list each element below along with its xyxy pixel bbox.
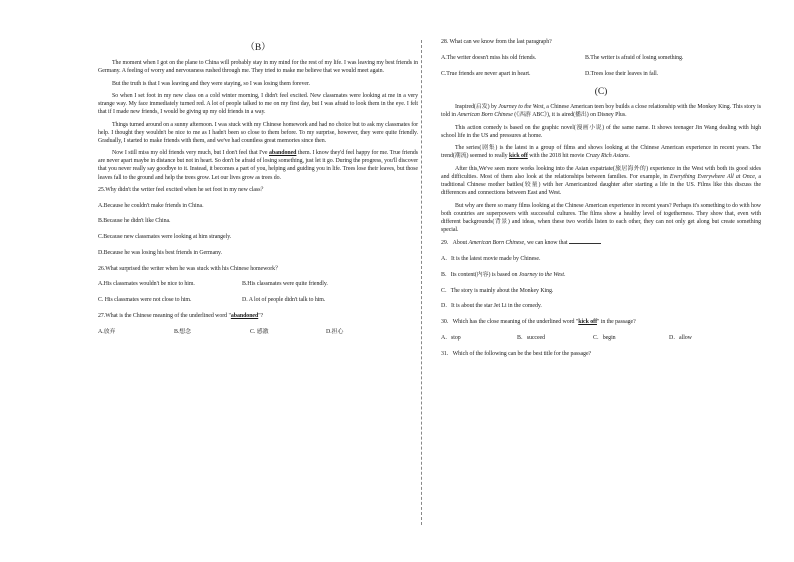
answer-blank (569, 238, 601, 244)
question-30-stem: 30．Which has the close meaning of the underlined word "kick off" in the passage? (441, 319, 636, 326)
question-25-option-b: B.Because he didn't like China. (98, 218, 171, 225)
question-30-option-c: C．begin (593, 334, 616, 341)
question-30-option-a: A．stop (441, 334, 461, 341)
question-29-option-c: C．The story is mainly about the Monkey King. (441, 287, 554, 294)
section-c-heading: (C) (594, 87, 608, 98)
passage-b-paragraph-4: Things turned around on a sunny afternoon. I was stuck with my Chinese homework and had no choice but to ask my classmates for help. I thought they wouldn't be nice to me as I hadn't been so close to them before. To my surprise, however, they were quite friendly. Gradually, I started to make friends with them, and we've had countless great memories since then. (98, 121, 418, 144)
passage-c-paragraph-4: After this,We've seen more works looking into the Asian expatriate(旅居海外的) experience in the West with both its good sides and difficulties. Most of them also look at the relationships between families. For example, in Everything Everywhere All at Once, a traditional Chinese mother battles(较量) with her Americanized daughter after starting a life in the US. Films like this discuss the differences and connections between East and West. (441, 165, 761, 197)
question-30-option-d: D．allow (669, 334, 692, 341)
question-28-option-a: A.The writer doesn't miss his old friends. (441, 54, 537, 61)
passage-c-paragraph-1: Inspired(启发) by Journey to the West, a Chinese American teen boy builds a close relationship with the Monkey King. This story is told in American Born Chinese (《西游 ABC》), it is aired(播出) on Disney Plus. (441, 104, 761, 119)
passage-c-paragraph-3: The series(剧集) is the latest in a group of films and shows looking at the Chinese American experience in recent years. The trend(潮流) seemed to really kick off with the 2018 hit movie Crazy Rich Asians. (441, 145, 761, 160)
underlined-abandoned: abandoned (269, 150, 297, 157)
question-28-options-row-1 (441, 54, 761, 62)
passage-b-paragraph-5: Now I still miss my old friends very much, but I don't feel that I've abandoned them. I know they'd feel happy for me. True friends are never apart maybe in distance but not in heart. So don't be afraid of losing something, just let it go. During the progress, you'll discover that you never really say goodbye to it. Instead, it becomes a part of you, helping and guiding you in life. Trees lose their leaves, but those leaves fall to the ground and help the trees grow. Let our lives grow as trees do. (98, 150, 418, 181)
section-b-heading: （B） (245, 43, 271, 53)
question-26-option-c: C. His classmates were not close to him. (98, 297, 192, 304)
underlined-kick-off-ref: kick off (578, 319, 597, 326)
right-column (441, 38, 761, 365)
question-26-stem: 26.What surprised the writer when he was stuck with his Chinese homework？ (98, 265, 281, 272)
question-27-stem: 27.What is the Chinese meaning of the underlined word "abandoned"? (98, 312, 264, 319)
question-30-options (441, 334, 761, 342)
passage-b-paragraph-3: So when I set foot in my new class on a cold winter morning, I didn't feel excited. New classmates were looking at me in a very strange way. My face immediately turned red. A lot of people talked to me on my first day, but I was afraid to look them in the eye. I felt that if I made new friends, I would be giving up my old friends in a way. (98, 92, 418, 116)
question-27-option-a: A.放弃 (98, 328, 116, 335)
question-25-option-d: D.Because he was losing his best friends in Germany. (98, 249, 222, 256)
question-29-option-b: B．Its content(内容) is based on Journey to the West. (441, 271, 566, 278)
question-25-option-c: C.Because new classmates were looking at him strangely. (98, 234, 232, 241)
question-27-option-b: B.想念 (174, 328, 191, 335)
question-27-option-c: C. 感激 (250, 328, 269, 335)
question-26-option-b: B.His classmates were quite friendly. (242, 281, 328, 288)
passage-c-paragraph-2: This action comedy is based on the graphic novel(漫画小说) of the same name. It shows teenager Jin Wang dealing with high school life in the US and pressures at home. (441, 124, 761, 139)
question-26-options-row-2 (98, 296, 418, 304)
question-26-option-d: D. A lot of people didn't talk to him. (242, 297, 326, 304)
question-26-option-a: A.His classmates wouldn't be nice to him. (98, 281, 195, 288)
question-28-option-d: D.Trees lose their leaves in fall. (585, 70, 659, 77)
question-27-option-d: D.担心 (326, 328, 344, 335)
passage-c-paragraph-5: But why are there so many films looking at the Chinese American experience in recent years? Perhaps it's something to do with how both countries are superpowers with successful cultures. The films show a healthy level of togetherness. They show that, even with different backgrounds(背景) and ideas, when these two worlds listen to each other, they can not only get along but create something special. (441, 202, 761, 234)
question-27-options (98, 328, 418, 336)
column-divider (421, 40, 422, 525)
question-31-stem: 31．Which of the following can be the best title for the passage? (441, 350, 592, 357)
question-28-option-c: C.True friends are never apart in heart. (441, 70, 531, 77)
passage-b-paragraph-1: The moment when I got on the plane to China will probably stay in my mind for the rest of my life. I was leaving my best friends in Germany. A feeling of worry and nervousness rushed through me. They tried to make me believe that we would meet again. (98, 60, 418, 75)
question-30-option-b: B．succeed (517, 334, 546, 341)
question-28-option-b: B.The writer is afraid of losing something. (585, 54, 684, 61)
question-25-stem: 25.Why didn't the writer feel excited when he set foot in my new class？ (98, 186, 267, 193)
question-29-stem: 29．About American Born Chinese, we can know that (441, 238, 761, 247)
question-29-option-a: A．It is the latest movie made by Chinese. (441, 256, 541, 263)
left-column (98, 38, 418, 343)
question-25-option-a: A.Because he couldn't make friends in China. (98, 202, 204, 209)
question-28-options-row-2 (441, 70, 761, 78)
passage-b-paragraph-2: But the truth is that I was leaving and they were staying, so I was losing them forever. (112, 80, 310, 87)
question-28-stem: 28. What can we know from the last paragraph? (441, 39, 552, 45)
question-29-option-d: D．It is about the star Jet Li in the comedy. (441, 303, 542, 310)
underlined-abandoned-ref: abandoned (230, 312, 259, 319)
underlined-kick-off: kick off (509, 153, 528, 160)
question-26-options-row-1 (98, 280, 418, 288)
